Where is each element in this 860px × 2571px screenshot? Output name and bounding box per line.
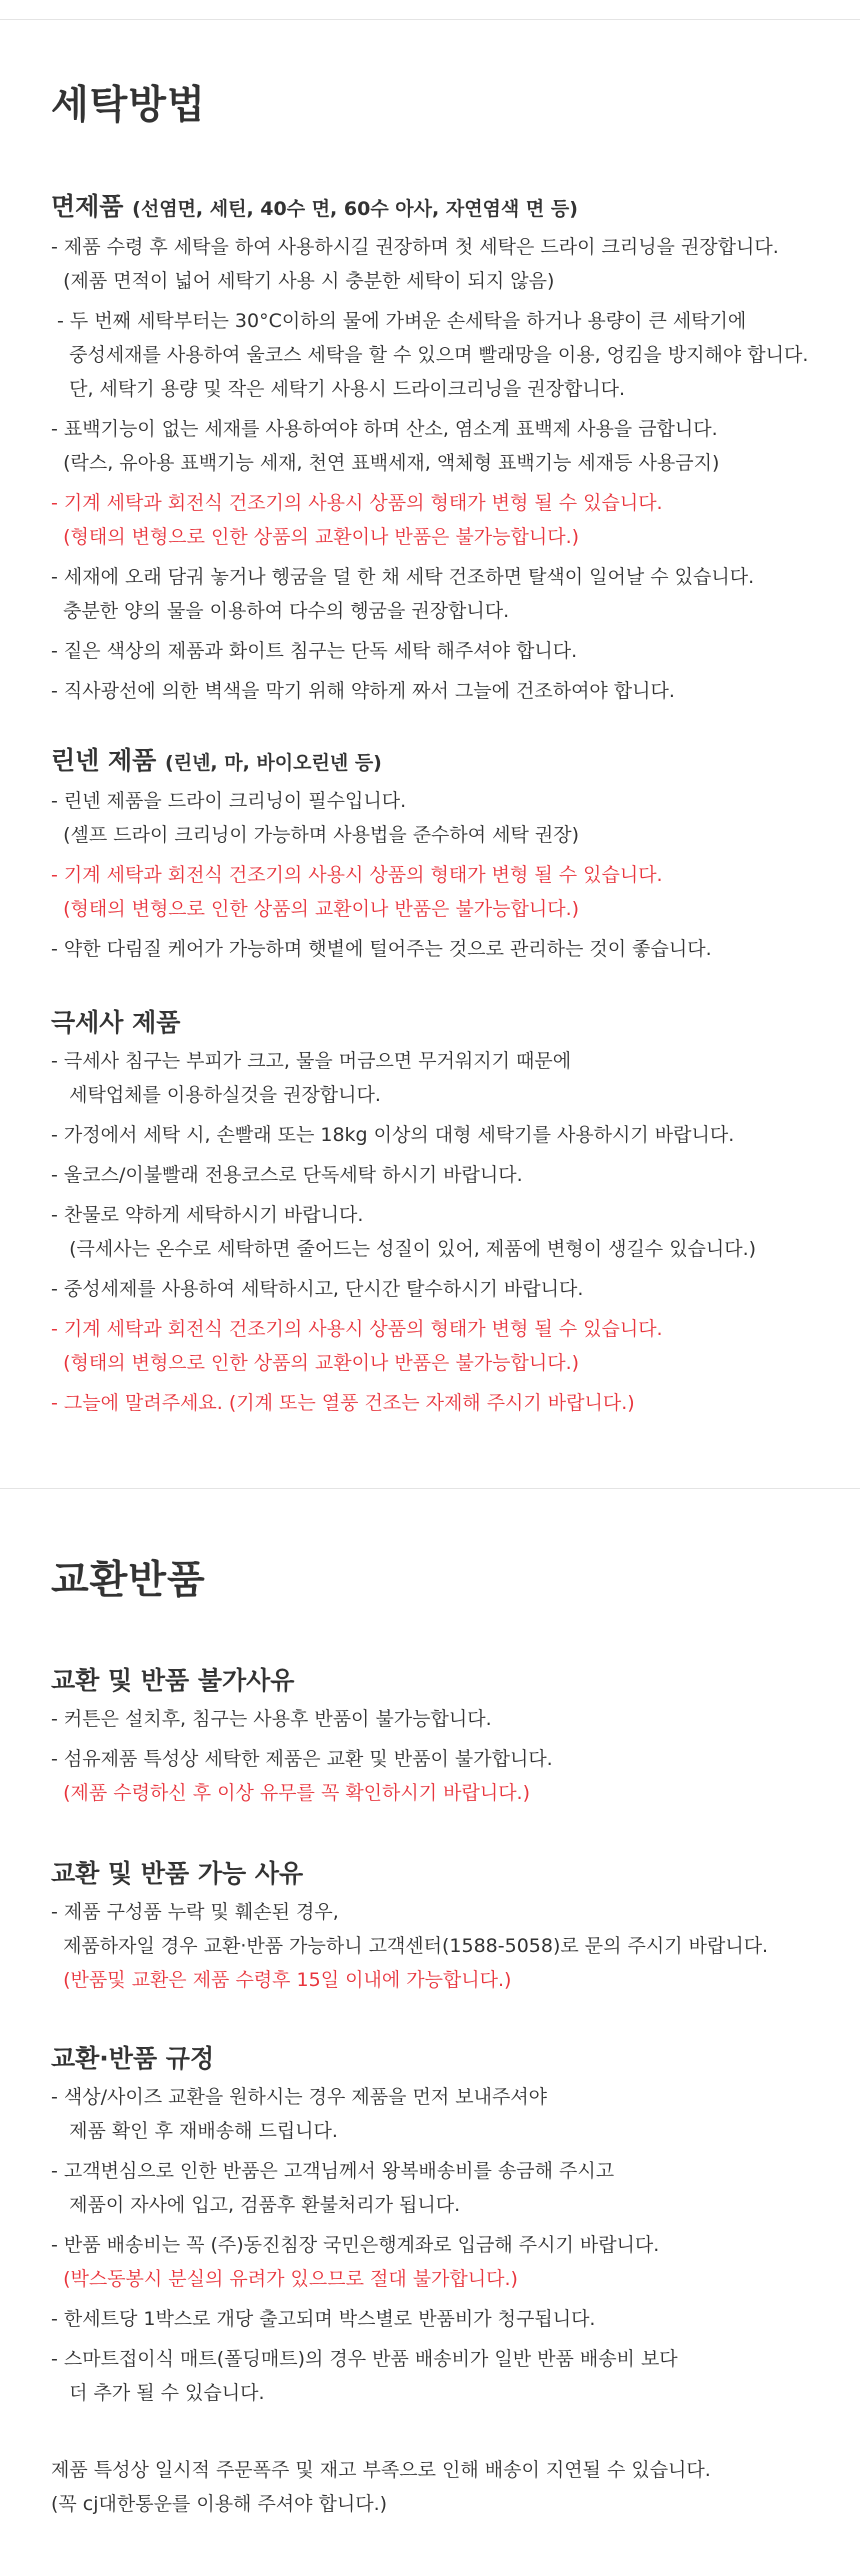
list-item bbox=[51, 1963, 831, 1997]
list-item bbox=[51, 634, 831, 668]
not-allowed-section bbox=[51, 1664, 831, 1810]
list-item-line: - 중성세제를 사용하여 세탁하시고, 단시간 탈수하시기 바랍니다. bbox=[51, 1278, 584, 1300]
list-item bbox=[51, 1118, 831, 1152]
list-item bbox=[51, 1742, 831, 1776]
list-item-line: (락스, 유아용 표백기능 세재, 천연 표백세재, 액체형 표백기능 세재등 사용금지) bbox=[51, 452, 720, 474]
cotton-section bbox=[51, 190, 831, 708]
list-item bbox=[51, 2154, 831, 2222]
cotton-heading: 면제품 (선염면, 세틴, 40수 면, 60수 아사, 자연염색 면 등) bbox=[51, 192, 578, 221]
rules-heading: 교환·반품 규정 bbox=[51, 2044, 215, 2073]
list-item bbox=[51, 674, 831, 708]
list-item-line: (형태의 변형으로 인한 상품의 교환이나 반품은 불가능합니다.) bbox=[51, 1352, 580, 1374]
rules-section bbox=[51, 2042, 831, 2410]
list-item bbox=[51, 2080, 831, 2148]
list-item-line: - 극세사 침구는 부피가 크고, 물을 머금으면 무거워지기 때문에 bbox=[51, 1050, 572, 1072]
linen-section bbox=[51, 744, 831, 966]
microfiber-section bbox=[51, 1006, 831, 1420]
list-item-line: (제품 면적이 넓어 세탁기 사용 시 충분한 세탁이 되지 않음) bbox=[51, 270, 555, 292]
list-item bbox=[51, 1198, 831, 1266]
list-item bbox=[51, 858, 831, 926]
list-item bbox=[51, 486, 831, 554]
list-item-line: - 기계 세탁과 회전식 건조기의 사용시 상품의 형태가 변형 될 수 있습니다. bbox=[51, 864, 663, 886]
list-item-line: - 직사광선에 의한 벽색을 막기 위해 약하게 짜서 그늘에 건조하여야 합니다. bbox=[51, 680, 675, 702]
list-item-line: (형태의 변형으로 인한 상품의 교환이나 반품은 불가능합니다.) bbox=[51, 526, 580, 548]
list-item-line: (셀프 드라이 크리닝이 가능하며 사용법을 준수하여 세탁 권장) bbox=[51, 824, 580, 846]
list-item-line: (박스동봉시 분실의 유려가 있으므로 절대 불가합니다.) bbox=[51, 2268, 518, 2290]
list-item-line: - 제품 수령 후 세탁을 하여 사용하시길 권장하며 첫 세탁은 드라이 크리닝을 권장합니다. bbox=[51, 236, 779, 258]
washing-title: 세탁방법 bbox=[51, 83, 206, 128]
list-item-line: - 가정에서 세탁 시, 손빨래 또는 18kg 이상의 대형 세탁기를 사용하시기 바랍니다. bbox=[51, 1124, 735, 1146]
list-item-line: - 제품 구성품 누락 및 훼손된 경우, bbox=[51, 1901, 339, 1923]
list-item-line: - 표백기능이 없는 세재를 사용하여야 하며 산소, 염소계 표백제 사용을 금합니다. bbox=[51, 418, 718, 440]
list-item-line: - 그늘에 말려주세요. (기계 또는 열풍 건조는 자제해 주시기 바랍니다.) bbox=[51, 1392, 635, 1414]
section-divider bbox=[0, 1488, 860, 1489]
list-item-line: - 세재에 오래 담궈 놓거나 헹굼을 덜 한 채 세탁 건조하면 탈색이 일어날 수 있습니다. bbox=[51, 566, 755, 588]
linen-heading: 린넨 제품 (린넨, 마, 바이오린넨 등) bbox=[51, 746, 382, 775]
list-item-line: - 섬유제품 특성상 세탁한 제품은 교환 및 반품이 불가합니다. bbox=[51, 1748, 553, 1770]
cotton-list bbox=[51, 230, 831, 708]
not-allowed-heading: 교환 및 반품 불가사유 bbox=[51, 1666, 295, 1695]
footer-lines bbox=[51, 2453, 831, 2521]
top-divider bbox=[0, 19, 860, 20]
list-item bbox=[51, 2342, 831, 2410]
footer-line: (꼭 cj대한통운를 이용해 주셔야 합니다.) bbox=[51, 2493, 388, 2515]
list-item-line: - 고객변심으로 인한 반품은 고객님께서 왕복배송비를 송금해 주시고 bbox=[51, 2160, 615, 2182]
list-item-line: (극세사는 온수로 세탁하면 줄어드는 성질이 있어, 제품에 변형이 생길수 있습니다.) bbox=[51, 1238, 757, 1260]
allowed-list bbox=[51, 1895, 831, 1997]
washing-title-block bbox=[51, 80, 831, 132]
list-item-line: - 한세트당 1박스로 개당 출고되며 박스별로 반품비가 청구됩니다. bbox=[51, 2308, 596, 2330]
list-item-line: 제품 확인 후 재배송해 드립니다. bbox=[51, 2120, 338, 2142]
list-item-line: 단, 세탁기 용량 및 작은 세탁기 사용시 드라이크리닝을 권장합니다. bbox=[51, 378, 626, 400]
footer-line: 제품 특성상 일시적 주문폭주 및 재고 부족으로 인해 배송이 지연될 수 있습니다. bbox=[51, 2459, 711, 2481]
list-item-line: - 기계 세탁과 회전식 건조기의 사용시 상품의 형태가 변형 될 수 있습니다. bbox=[51, 492, 663, 514]
allowed-heading: 교환 및 반품 가능 사유 bbox=[51, 1859, 304, 1888]
footer-note bbox=[51, 2453, 831, 2521]
list-item-line: 중성세재를 사용하여 울코스 세탁을 할 수 있으며 빨래망을 이용, 엉킴을 방지해야 합니다. bbox=[51, 344, 809, 366]
list-item bbox=[51, 1386, 831, 1420]
list-item-line: 충분한 양의 물을 이용하여 다수의 헹굼을 권장합니다. bbox=[51, 600, 510, 622]
list-item-line: - 울코스/이불빨래 전용코스로 단독세탁 하시기 바랍니다. bbox=[51, 1164, 523, 1186]
list-item bbox=[51, 1312, 831, 1380]
list-item-line: - 기계 세탁과 회전식 건조기의 사용시 상품의 형태가 변형 될 수 있습니다. bbox=[51, 1318, 663, 1340]
list-item-line: - 약한 다림질 케어가 가능하며 햇볕에 털어주는 것으로 관리하는 것이 좋습니다. bbox=[51, 938, 712, 960]
rules-list bbox=[51, 2080, 831, 2410]
list-item-line: - 반품 배송비는 꼭 (주)동진침장 국민은행계좌로 입금해 주시기 바랍니다. bbox=[51, 2234, 660, 2256]
list-item bbox=[51, 932, 831, 966]
list-item-line: - 커튼은 설치후, 침구는 사용후 반품이 불가능합니다. bbox=[51, 1708, 492, 1730]
list-item-line: - 스마트접이식 매트(폴딩매트)의 경우 반품 배송비가 일반 반품 배송비 보다 bbox=[51, 2348, 678, 2370]
list-item bbox=[51, 1702, 831, 1736]
microfiber-heading: 극세사 제품 bbox=[51, 1008, 181, 1037]
list-item-line: (제품 수령하신 후 이상 유무를 꼭 확인하시기 바랍니다.) bbox=[51, 1782, 531, 1804]
list-item bbox=[51, 304, 831, 406]
not-allowed-list bbox=[51, 1702, 831, 1810]
list-item-line: - 두 번째 세탁부터는 30°C이하의 물에 가벼운 손세탁을 하거나 용량이 큰 세탁기에 bbox=[51, 310, 747, 332]
list-item-line: 제품하자일 경우 교환·반품 가능하니 고객센터(1588-5058)로 문의 주시기 바랍니다. bbox=[51, 1935, 769, 1957]
allowed-section bbox=[51, 1857, 831, 1997]
exchange-title-block bbox=[51, 1555, 831, 1607]
microfiber-list bbox=[51, 1044, 831, 1420]
list-item-line: (반품및 교환은 제품 수령후 15일 이내에 가능합니다.) bbox=[51, 1969, 512, 1991]
list-item bbox=[51, 784, 831, 852]
list-item-line: - 린넨 제품을 드라이 크리닝이 필수입니다. bbox=[51, 790, 407, 812]
list-item bbox=[51, 412, 831, 480]
list-item bbox=[51, 1895, 831, 1963]
list-item bbox=[51, 1776, 831, 1810]
list-item bbox=[51, 1158, 831, 1192]
list-item-line: (형태의 변형으로 인한 상품의 교환이나 반품은 불가능합니다.) bbox=[51, 898, 580, 920]
exchange-title: 교환반품 bbox=[51, 1558, 206, 1603]
list-item bbox=[51, 2262, 831, 2296]
list-item bbox=[51, 230, 831, 298]
list-item-line: - 짙은 색상의 제품과 화이트 침구는 단독 세탁 해주셔야 합니다. bbox=[51, 640, 578, 662]
list-item bbox=[51, 560, 831, 628]
list-item bbox=[51, 2302, 831, 2336]
list-item bbox=[51, 2228, 831, 2262]
list-item-line: 제품이 자사에 입고, 검품후 환불처리가 됩니다. bbox=[51, 2194, 461, 2216]
list-item-line: - 색상/사이즈 교환을 원하시는 경우 제품을 먼저 보내주셔야 bbox=[51, 2086, 548, 2108]
list-item-line: 세탁업체를 이용하실것을 권장합니다. bbox=[51, 1084, 381, 1106]
list-item-line: - 찬물로 약하게 세탁하시기 바랍니다. bbox=[51, 1204, 364, 1226]
list-item bbox=[51, 1044, 831, 1112]
list-item-line: 더 추가 될 수 있습니다. bbox=[51, 2382, 265, 2404]
list-item bbox=[51, 1272, 831, 1306]
linen-list bbox=[51, 784, 831, 966]
